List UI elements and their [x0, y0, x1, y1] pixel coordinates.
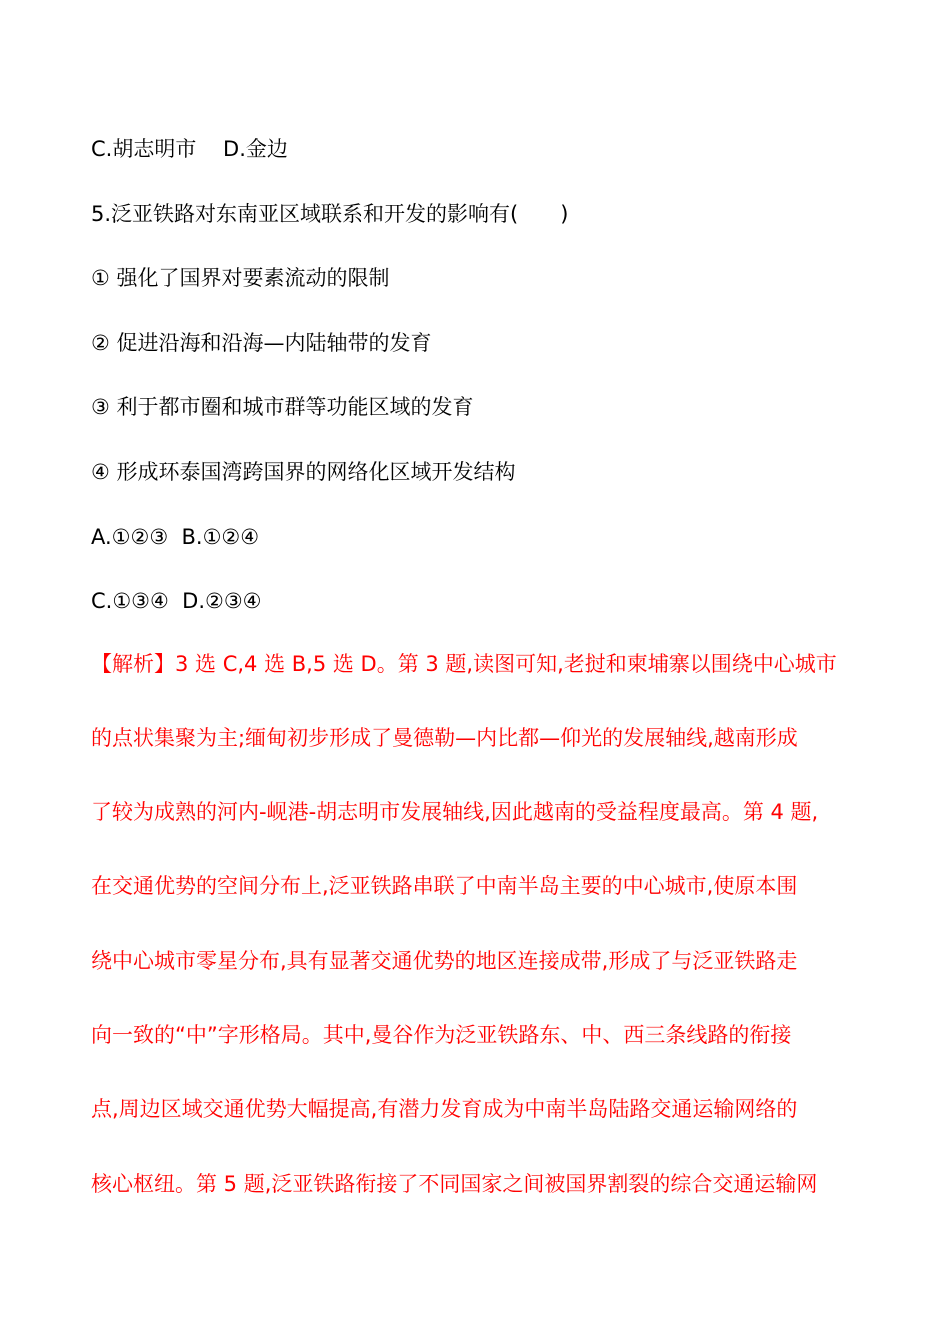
question4-options-cd: C.胡志明市 D.金边 [91, 137, 288, 161]
question5-statement-1: ① 强化了国界对要素流动的限制 [91, 266, 390, 290]
analysis-line-8: 核心枢纽。第 5 题,泛亚铁路衔接了不同国家之间被国界割裂的综合交通运输网 [91, 1172, 818, 1196]
analysis-line-7: 点,周边区域交通优势大幅提高,有潜力发育成为中南半岛陆路交通运输网络的 [91, 1097, 798, 1121]
question5-statement-4: ④ 形成环泰国湾跨国界的网络化区域开发结构 [91, 460, 516, 484]
question5-statement-2: ② 促进沿海和沿海—内陆轴带的发育 [91, 331, 432, 355]
analysis-line-5: 绕中心城市零星分布,具有显著交通优势的地区连接成带,形成了与泛亚铁路走 [91, 949, 798, 973]
analysis-line-4: 在交通优势的空间分布上,泛亚铁路串联了中南半岛主要的中心城市,使原本围 [91, 874, 798, 898]
question5-options-ab: A.①②③ B.①②④ [91, 525, 260, 549]
analysis-line-2: 的点状集聚为主;缅甸初步形成了曼德勒—内比都—仰光的发展轴线,越南形成 [91, 726, 798, 750]
question5-statement-3: ③ 利于都市圈和城市群等功能区域的发育 [91, 395, 474, 419]
question5-options-cd: C.①③④ D.②③④ [91, 589, 262, 613]
analysis-line-6: 向一致的“中”字形格局。其中,曼谷作为泛亚铁路东、中、西三条线路的衔接 [91, 1023, 792, 1047]
analysis-line-3: 了较为成熟的河内-岘港-胡志明市发展轴线,因此越南的受益程度最高。第 4 题, [91, 800, 819, 824]
question5-stem: 5.泛亚铁路对东南亚区域联系和开发的影响有( ) [91, 202, 569, 226]
analysis-line-1: 【解析】3 选 C,4 选 B,5 选 D。第 3 题,读图可知,老挝和柬埔寨以围绕中心城市 [91, 652, 837, 676]
